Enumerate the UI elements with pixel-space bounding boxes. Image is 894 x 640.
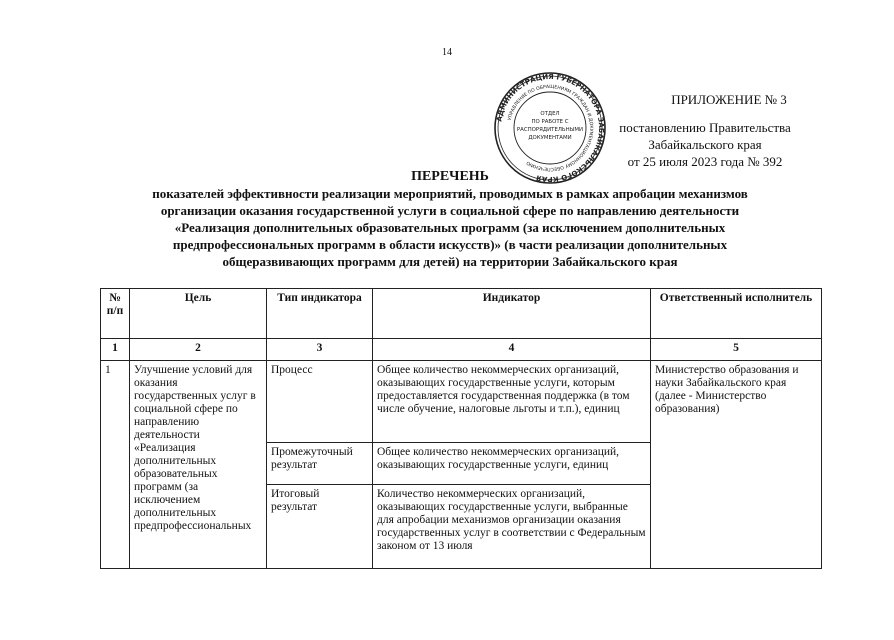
header-indicator-type: Тип индикатора (267, 289, 373, 339)
indicator-type-cell: Промежуточный результат (267, 443, 373, 485)
indicator-cell: Общее количество некоммерческих организаций, оказывающих государственные услуги, единиц (373, 443, 651, 485)
stamp-center-line: ОТДЕЛ (540, 111, 560, 117)
subtitle-line: общеразвивающих программ для детей) на территории Забайкальского края (222, 254, 678, 269)
page-number: 14 (442, 47, 452, 58)
column-number: 3 (267, 339, 373, 361)
appendix-line: от 25 июля 2023 года № 392 (627, 154, 783, 169)
column-number: 4 (373, 339, 651, 361)
indicator-type-cell: Итоговый результат (267, 485, 373, 569)
column-number: 2 (130, 339, 267, 361)
appendix-block (590, 91, 820, 170)
stamp-ring-text: АДМИНИСТРАЦИЯ ГУБЕРНАТОРА ЗАБАЙКАЛЬСКОГО КРАЯ (495, 72, 606, 184)
stamp-center-line: РАСПОРЯДИТЕЛЬНЫМИ (516, 127, 584, 133)
header-responsible: Ответственный исполнитель (651, 289, 822, 339)
subtitle-line: показателей эффективности реализации мероприятий, проводимых в рамках апробации механизмов (152, 186, 748, 201)
indicator-cell: Количество некоммерческих организаций, оказывающих государственные услуги, выбранные для апробации механизмов организации оказания государственных услуг в соответствии с Федеральным законом от 13 июля (373, 485, 651, 569)
subtitle-line: предпрофессиональных программ в области искусств)» (в части реализации дополнительных (172, 237, 728, 252)
goal-cell: Улучшение условий для оказания государственных услуг в социальной сфере по направлению деятельности «Реализация дополнительных образовательных программ (за исключением дополнительных предпрофессиональных (130, 361, 267, 569)
row-number: 1 (101, 361, 130, 569)
header-goal: Цель (130, 289, 267, 339)
subtitle-line: организации оказания государственной услуги в социальной сфере по направлению деятельности (160, 203, 740, 218)
document-heading (120, 168, 780, 270)
indicators-table (100, 288, 822, 569)
appendix-line: постановлению Правительства (619, 120, 791, 135)
indicator-cell: Общее количество некоммерческих организаций, оказывающих государственные услуги, которым предоставляется государственная поддержка (в том числе обучение, налоговые льготы и т.п.), единиц (373, 361, 651, 443)
column-number: 5 (651, 339, 822, 361)
subtitle-line: «Реализация дополнительных образовательных программ (за исключением дополнительных (174, 220, 726, 235)
appendix-line: Забайкальского края (648, 137, 762, 152)
stamp-center-line: ПО РАБОТЕ С (531, 119, 569, 125)
stamp-center-line: ДОКУМЕНТАМИ (528, 135, 572, 141)
stamp-inner-ring-text: УПРАВЛЕНИЕ ПО ОБРАЩЕНИЯМ ГРАЖДАН И ДОКУМЕНТАЦИОННОМУ ОБЕСПЕЧЕНИЮ (507, 84, 594, 172)
column-number: 1 (101, 339, 130, 361)
header-indicator: Индикатор (373, 289, 651, 339)
responsible-cell: Министерство образования и науки Забайкальского края (далее - Министерство образования) (651, 361, 822, 569)
appendix-title: ПРИЛОЖЕНИЕ № 3 (671, 92, 787, 107)
header-number: № п/п (101, 289, 130, 339)
document-title: ПЕРЕЧЕНЬ (411, 169, 489, 184)
indicator-type-cell: Процесс (267, 361, 373, 443)
